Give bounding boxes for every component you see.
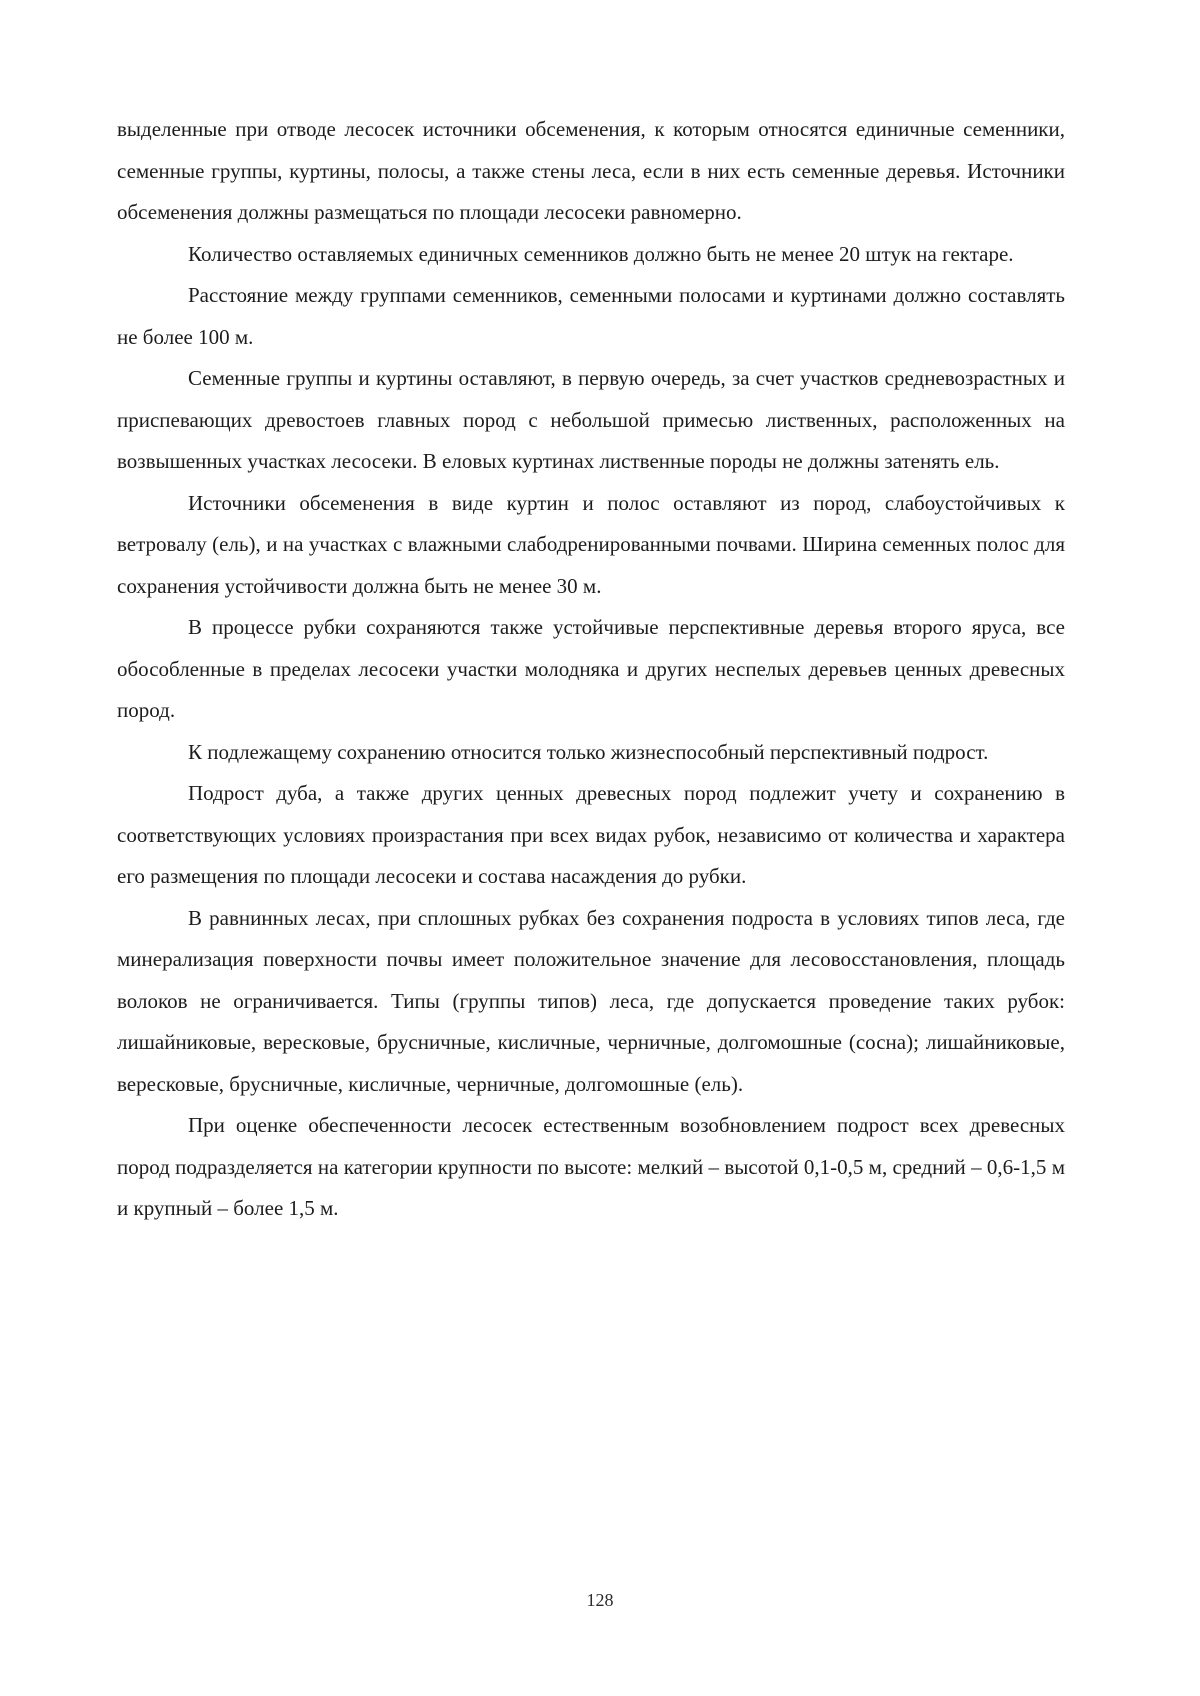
paragraph-plain-forests: В равнинных лесах, при сплошных рубках без сохранения подроста в условиях типов леса, где минерализация поверхности почвы имеет положительное значение для лесовосстановления, площадь волоков не ограничивается. Типы (группы типов) леса, где допускается проведение таких рубок: лишайниковые, вересковые, брусничные, кисличные, черничные, долгомошные (сосна); лишайниковые, вересковые, брусничные, кисличные, черничные, долгомошные (ель).: [117, 905, 1065, 1096]
paragraph-oak-undergrowth: Подрост дуба, а также других ценных древесных пород подлежит учету и сохранению в соответствующих условиях произрастания при всех видах рубок, независимо от количества и характера его размещения по площади лесосеки и состава насаждения до рубки.: [117, 781, 1065, 888]
paragraph-seed-tree-count: Количество оставляемых единичных семенников должно быть не менее 20 штук на гектаре.: [188, 241, 1014, 266]
paragraph-size-categories: При оценке обеспеченности лесосек естественным возобновлением подрост всех древесных пород подразделяется на категории крупности по высоте: мелкий – высотой 0,1-0,5 м, средний – 0,6-1,5 м и крупный – более 1,5 м.: [117, 1113, 1065, 1220]
paragraph-viable-undergrowth: К подлежащему сохранению относится только жизнеспособный перспективный подрост.: [188, 739, 989, 764]
paragraph-seed-strips: Источники обсеменения в виде куртин и полос оставляют из пород, слабоустойчивых к ветровалу (ель), и на участках с влажными слабодренированными почвами. Ширина семенных полос для сохранения устойчивости должна быть не менее 30 м.: [117, 490, 1065, 598]
paragraph-seed-group-distance: Расстояние между группами семенников, семенными полосами и куртинами должно составлять не более 100 м.: [117, 283, 1065, 349]
paragraph-seed-sources: выделенные при отводе лесосек источники обсеменения, к которым относятся единичные семенники, семенные группы, куртины, полосы, а также стены леса, если в них есть семенные деревья. Источники обсеменения должны размещаться по площади лесосеки равномерно.: [117, 117, 1065, 224]
page-number: 128: [586, 1590, 614, 1610]
paragraph-seed-groups: Семенные группы и куртины оставляют, в первую очередь, за счет участков средневозрастных и приспевающих древостоев главных пород с небольшой примесью лиственных, расположенных на возвышенных участках лесосеки. В еловых куртинах лиственные породы не должны затенять ель.: [117, 366, 1065, 473]
paragraph-retained-trees: В процессе рубки сохраняются также устойчивые перспективные деревья второго яруса, все обособленные в пределах лесосеки участки молодняка и других неспелых деревьев ценных древесных пород.: [117, 615, 1065, 722]
document-body: [117, 109, 1065, 1230]
